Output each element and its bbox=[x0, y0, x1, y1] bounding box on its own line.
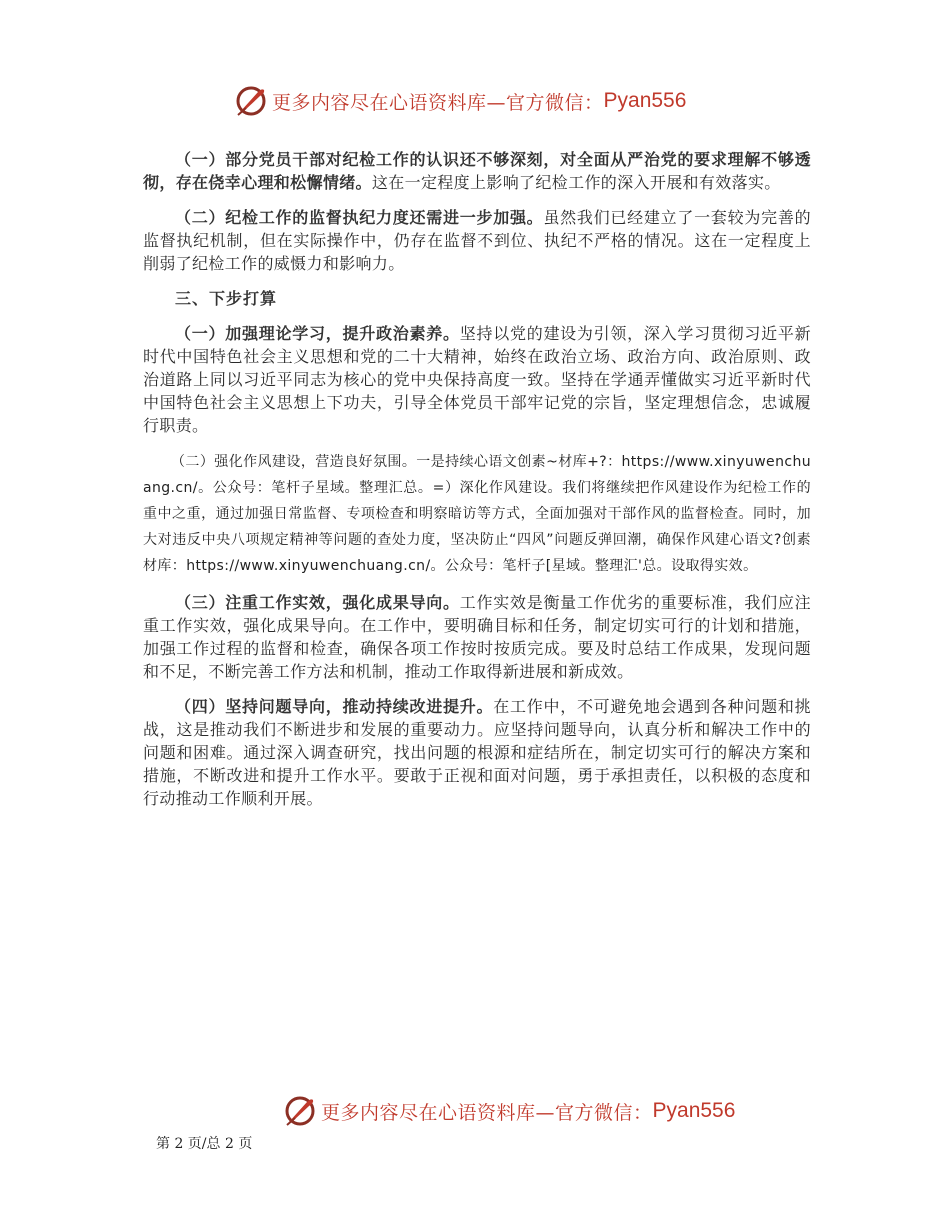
paragraph-3-text: 坚持以党的建设为引领，深入学习贯彻习近平新时代中国特色社会主义思想和党的二十大精神，始终在政治立场、政治方向、政治原则、政治道路上同以习近平同志为核心的党中央保持高度一致。坚持在学通弄懂做实习近平新时代中国特色社会主义思想上下功夫，引导全体党员干部牢记党的宗旨，坚定理想信念，忠诚履行职责。 bbox=[143, 324, 811, 435]
footer-banner bbox=[283, 1094, 735, 1128]
paragraph-5 bbox=[143, 591, 811, 683]
paragraph-2 bbox=[143, 206, 811, 275]
banner-text: 更多内容尽在心语资料库—官方微信： bbox=[272, 91, 604, 114]
paragraph-3-lead: （一）加强理论学习，提升政治素养。 bbox=[175, 324, 460, 343]
paragraph-1 bbox=[143, 148, 811, 194]
header-banner bbox=[234, 84, 686, 118]
banner-wechat-id: Pyan556 bbox=[652, 1099, 736, 1122]
paragraph-1-lead: （一）部分党员干部对纪检工作的认识还不够深刻，对全面从严治党的要求理解不够透彻，存在侥幸心理和松懈情绪。 bbox=[143, 150, 811, 192]
paragraph-2-lead: （二）纪检工作的监督执纪力度还需进一步加强。 bbox=[175, 208, 544, 227]
quill-logo-icon bbox=[283, 1094, 317, 1128]
paragraph-6 bbox=[143, 695, 811, 810]
paragraph-5-text: 工作实效是衡量工作优劣的重要标准，我们应注重工作实效，强化成果导向。在工作中，要明确目标和任务，制定切实可行的计划和措施，加强工作过程的监督和检查，确保各项工作按时按质完成。要及时总结工作成果，发现问题和不足，不断完善工作方法和机制，推动工作取得新进展和新成效。 bbox=[143, 593, 811, 681]
paragraph-6-lead: （四）坚持问题导向，推动持续改进提升。 bbox=[175, 697, 494, 716]
quill-logo-icon bbox=[234, 84, 268, 118]
paragraph-4: （二）强化作风建设，营造良好氛围。一是持续心语文创素~材库+?：https://www.xinyuwenchuang.cn/。公众号：笔杆子星域。整理汇总。=）深化作风建设。我们将继续把作风建设作为纪检工作的重中之重，通过加强日常监督、专项检查和明察暗访等方式，全面加强对干部作风的监督检查。同时，加大对违反中央八项规定精神等问题的查处力度，坚决防止“四风”问题反弹回潮，确保作风建心语文?创素材库：https://www.xinyuwenchuang.cn/。公众号：笔杆子[星域。整理汇'总。设取得实效。 bbox=[143, 454, 811, 574]
banner-wechat-id: Pyan556 bbox=[603, 89, 687, 112]
paragraph-6-text: 在工作中，不可避免地会遇到各种问题和挑战，这是推动我们不断进步和发展的重要动力。应坚持问题导向，认真分析和解决工作中的问题和困难。通过深入调查研究，找出问题的根源和症结所在，制定切实可行的解决方案和措施，不断改进和提升工作水平。要敢于正视和面对问题，勇于承担责任，以积极的态度和行动推动工作顺利开展。 bbox=[143, 697, 811, 808]
paragraph-2-text: 虽然我们已经建立了一套较为完善的监督执纪机制，但在实际操作中，仍存在监督不到位、执纪不严格的情况。这在一定程度上削弱了纪检工作的威慑力和影响力。 bbox=[143, 208, 811, 273]
paragraph-5-lead: （三）注重工作实效，强化成果导向。 bbox=[175, 593, 460, 612]
section-heading: 三、下步打算 bbox=[175, 289, 278, 308]
document-body bbox=[143, 148, 811, 822]
banner-text: 更多内容尽在心语资料库—官方微信： bbox=[321, 1101, 653, 1124]
paragraph-1-text: 这在一定程度上影响了纪检工作的深入开展和有效落实。 bbox=[371, 173, 781, 192]
page-number: 第 2 页/总 2 页 bbox=[156, 1136, 253, 1152]
paragraph-3 bbox=[143, 322, 811, 437]
